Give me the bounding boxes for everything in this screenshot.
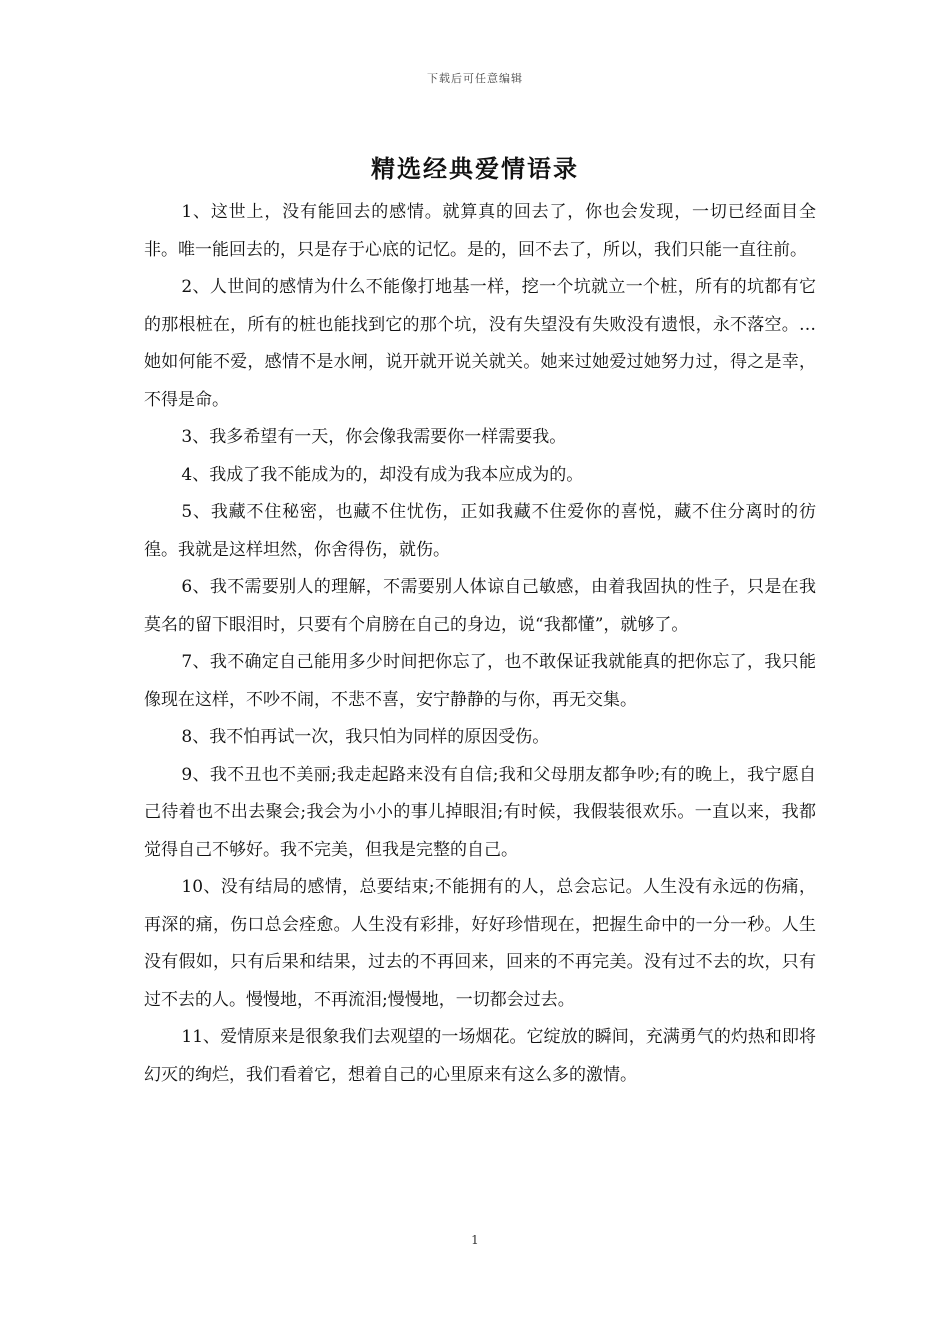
paragraph-4: 4、我成了我不能成为的，却没有成为我本应成为的。 [181,464,584,485]
paragraph-6: 6、我不需要别人的理解，不需要别人体谅自己敏感，由着我固执的性子，只是在我莫名的留下眼泪时，只要有个肩膀在自己的身边，说“我都懂”，就够了。 [144,577,816,635]
paragraph-7: 7、我不确定自己能用多少时间把你忘了，也不敢保证我就能真的把你忘了，我只能像现在这样，不吵不闹，不悲不喜，安宁静静的与你，再无交集。 [144,652,816,710]
paragraph-2: 2、人世间的感情为什么不能像打地基一样，挖一个坑就立一个桩，所有的坑都有它的那根桩在，所有的桩也能找到它的那个坑，没有失望没有失败没有遗恨，永不落空。…她如何能不爱，感情不是水闸，说开就开说关就关。她来过她爱过她努力过，得之是幸，不得是命。 [144,277,816,410]
header-note: 下载后可任意编辑 [427,72,523,85]
paragraph-8: 8、我不怕再试一次，我只怕为同样的原因受伤。 [181,727,550,747]
paragraph-9: 9、我不丑也不美丽;我走起路来没有自信;我和父母朋友都争吵;有的晚上，我宁愿自己待着也不出去聚会;我会为小小的事儿掉眼泪;有时候，我假装很欢乐。一直以来，我都觉得自己不够好。我不完美，但我是完整的自己。 [144,764,816,860]
page-number: 1 [471,1233,479,1247]
document-body [144,194,816,1094]
paragraph-3: 3、我多希望有一天，你会像我需要你一样需要我。 [181,427,567,447]
paragraph-11: 11、爱情原来是很象我们去观望的一场烟花。它绽放的瞬间，充满勇气的灼热和即将幻灭的绚烂，我们看着它，想着自己的心里原来有这么多的激情。 [144,1027,816,1085]
paragraph-5: 5、我藏不住秘密，也藏不住忧伤，正如我藏不住爱你的喜悦，藏不住分离时的彷徨。我就是这样坦然，你舍得伤，就伤。 [144,502,816,560]
paragraph-1: 1、这世上，没有能回去的感情。就算真的回去了，你也会发现，一切已经面目全非。唯一能回去的，只是存于心底的记忆。是的，回不去了，所以，我们只能一直往前。 [144,202,816,260]
document-title: 精选经典爱情语录 [371,154,579,183]
paragraph-10: 10、没有结局的感情，总要结束;不能拥有的人，总会忘记。人生没有永远的伤痛，再深的痛，伤口总会痊愈。人生没有彩排，好好珍惜现在，把握生命中的一分一秒。人生没有假如，只有后果和结果，过去的不再回来，回来的不再完美。没有过不去的坎，只有过不去的人。慢慢地，不再流泪;慢慢地，一切都会过去。 [144,877,816,1010]
